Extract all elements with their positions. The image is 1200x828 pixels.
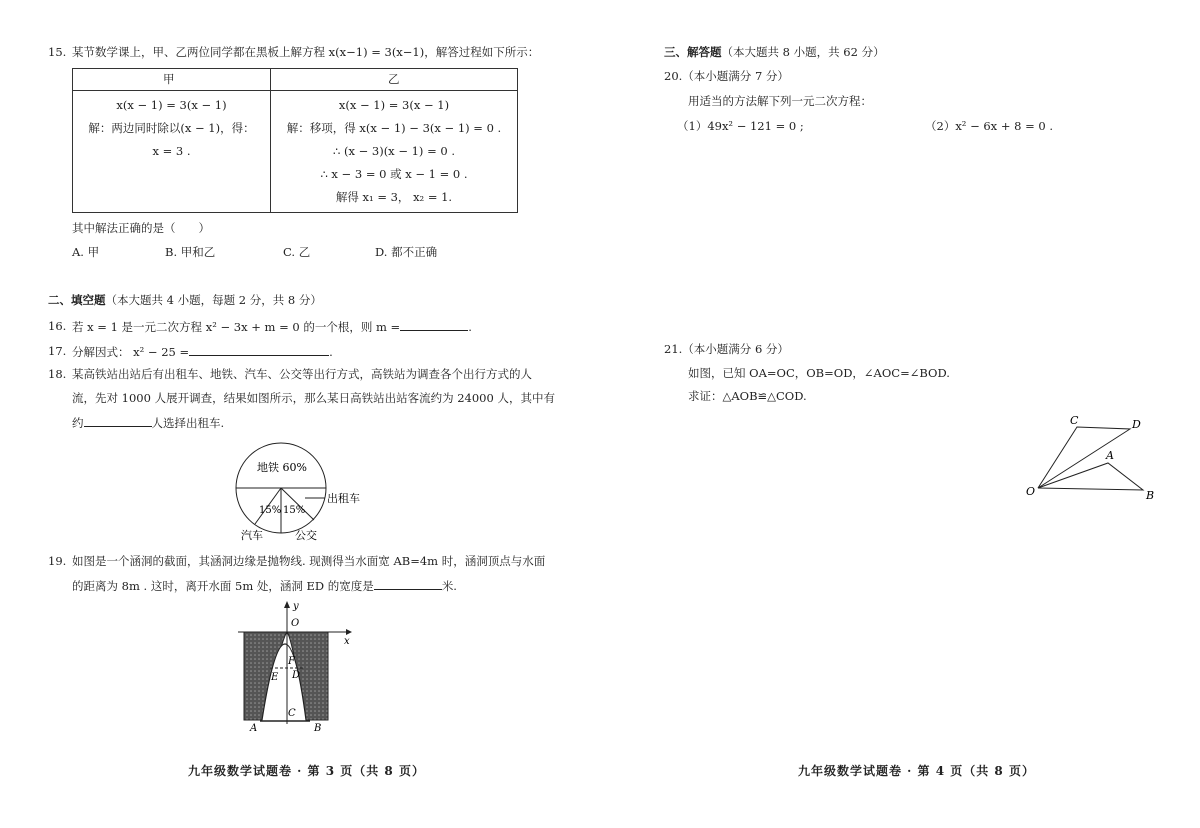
q16-line — [72, 318, 472, 335]
page-3-footer: 九年级数学试题卷 · 第 3 页（共 8 页） — [188, 764, 425, 778]
q17-text: 分解因式： x² − 25 = — [72, 345, 190, 359]
jia-line-3: x = 3 . — [152, 144, 191, 158]
q20-instruction: 用适当的方法解下列一元二次方程： — [688, 94, 872, 108]
q15-option-b: B. 甲和乙 — [165, 245, 216, 259]
triangle-aob — [1038, 463, 1143, 490]
q18-line-2: 流，先对 1000 人展开调查，结果如图所示，那么某日高铁站出站客流约为 24000 人，其中有 — [72, 391, 555, 405]
label-tri-b: B — [1146, 489, 1155, 502]
q18-answer-blank[interactable] — [84, 414, 152, 427]
yi-line-5: 解得 x₁ = 3， x₂ = 1. — [335, 190, 453, 204]
q20-number: 20. — [664, 69, 683, 83]
jia-line-2: 解：两边同时除以(x − 1)，得： — [88, 121, 255, 135]
q21-heading — [664, 341, 789, 357]
triangle-cod — [1038, 427, 1130, 488]
pie-label-car: 汽车 — [241, 529, 263, 542]
label-o: O — [291, 618, 300, 629]
q19-number: 19. — [48, 554, 67, 568]
x-axis-arrow — [346, 629, 352, 635]
q18-text-b: 人选择出租车. — [151, 416, 225, 430]
section-2-heading — [48, 292, 322, 308]
label-e: E — [271, 672, 279, 683]
q20-part-2: （2）x² − 6x + 8 = 0 . — [925, 119, 1053, 133]
q15-number: 15. — [48, 45, 67, 59]
pie-label-car-pct: 15% — [259, 505, 282, 516]
pie-label-taxi: 出租车 — [327, 492, 360, 505]
q19-text-a: 的距离为 8m . 这时，离开水面 5m 处，涵洞 ED 的宽度是 — [72, 579, 374, 593]
triangles-figure — [1020, 410, 1170, 505]
q21-given: 如图，已知 OA=OC，OB=OD，∠AOC=∠BOD. — [688, 366, 950, 380]
section-3-heading — [664, 44, 885, 60]
q19-line-1: 如图是一个涵洞的截面，其涵洞边缘是抛物线. 现测得当水面宽 AB=4m 时，涵洞顶点与水面 — [72, 554, 546, 568]
q17-number: 17. — [48, 344, 67, 358]
jia-line-1: x(x − 1) = 3(x − 1) — [116, 98, 227, 112]
q17-answer-blank[interactable] — [189, 343, 329, 356]
section-3-note: （本大题共 8 小题，共 62 分） — [721, 45, 885, 59]
label-tri-a: A — [1106, 449, 1114, 462]
section-2-note: （本大题共 4 小题，每题 2 分，共 8 分） — [105, 293, 322, 307]
label-tri-d: D — [1132, 418, 1141, 431]
q18-number: 18. — [48, 367, 67, 381]
table-header-jia: 甲 — [163, 72, 175, 86]
q21-score: （本小题满分 6 分） — [682, 342, 789, 356]
yi-line-4: ∴ x − 3 = 0 或 x − 1 = 0 . — [320, 167, 468, 181]
q18-text-a: 约 — [72, 416, 84, 430]
label-c: C — [288, 708, 296, 719]
q16-text: 若 x = 1 是一元二次方程 x² − 3x + m = 0 的一个根，则 m = — [72, 320, 401, 334]
pie-label-bus: 公交 — [295, 529, 317, 542]
q16-answer-blank[interactable] — [400, 318, 468, 331]
q15-option-a: A. 甲 — [72, 245, 100, 259]
culvert-figure — [230, 598, 360, 738]
pie-chart-figure — [225, 440, 385, 545]
q17-end: . — [329, 345, 333, 359]
label-d: D — [292, 670, 301, 681]
label-f: F — [288, 656, 295, 667]
yi-line-1: x(x − 1) = 3(x − 1) — [338, 98, 450, 112]
q21-number: 21. — [664, 342, 683, 356]
label-b: B — [314, 723, 322, 734]
section-3-title: 三、解答题 — [664, 45, 722, 59]
q21-prove: 求证：△AOB≌△COD. — [688, 389, 807, 403]
q19-text-b: 米. — [441, 579, 457, 593]
table-col-jia — [73, 94, 270, 163]
q19-line-2 — [72, 577, 457, 594]
pie-label-bus-pct: 15% — [283, 505, 306, 516]
y-axis-arrow — [284, 601, 290, 608]
q20-score: （本小题满分 7 分） — [682, 69, 789, 83]
exam-page-4 — [600, 0, 1200, 828]
table-header-yi: 乙 — [388, 72, 400, 86]
q15-solution-table — [72, 68, 518, 213]
q15-option-c: C. 乙 — [283, 245, 311, 259]
label-tri-c: C — [1070, 414, 1079, 427]
q16-end: . — [468, 320, 472, 334]
pie-label-subway: 地铁 60% — [257, 461, 307, 474]
yi-line-2: 解：移项，得 x(x − 1) − 3(x − 1) = 0 . — [286, 121, 502, 135]
table-header-row — [73, 69, 517, 91]
q18-line-1: 某高铁站出站后有出租车、地铁、汽车、公交等出行方式，高铁站为调查各个出行方式的人 — [72, 367, 532, 381]
q16-number: 16. — [48, 319, 67, 333]
q15-option-d: D. 都不正确 — [375, 245, 438, 259]
q15-stem: 某节数学课上，甲、乙两位同学都在黑板上解方程 x(x−1) = 3(x−1)，解答过程如下所示： — [72, 45, 540, 59]
q19-answer-blank[interactable] — [374, 577, 442, 590]
page-4-footer: 九年级数学试题卷 · 第 4 页（共 8 页） — [798, 764, 1035, 778]
q17-line — [72, 343, 333, 360]
label-a: A — [250, 723, 258, 734]
section-2-title: 二、填空题 — [48, 293, 106, 307]
label-y: y — [293, 601, 299, 612]
q20-heading — [664, 68, 789, 84]
label-x: x — [344, 636, 350, 647]
q15-question: 其中解法正确的是（ ） — [72, 221, 210, 235]
table-col-yi — [271, 94, 517, 209]
q20-part-1: （1）49x² − 121 = 0 ; — [677, 119, 804, 133]
q18-line-3 — [72, 414, 224, 431]
label-tri-o: O — [1026, 485, 1036, 498]
yi-line-3: ∴ (x − 3)(x − 1) = 0 . — [333, 144, 455, 158]
